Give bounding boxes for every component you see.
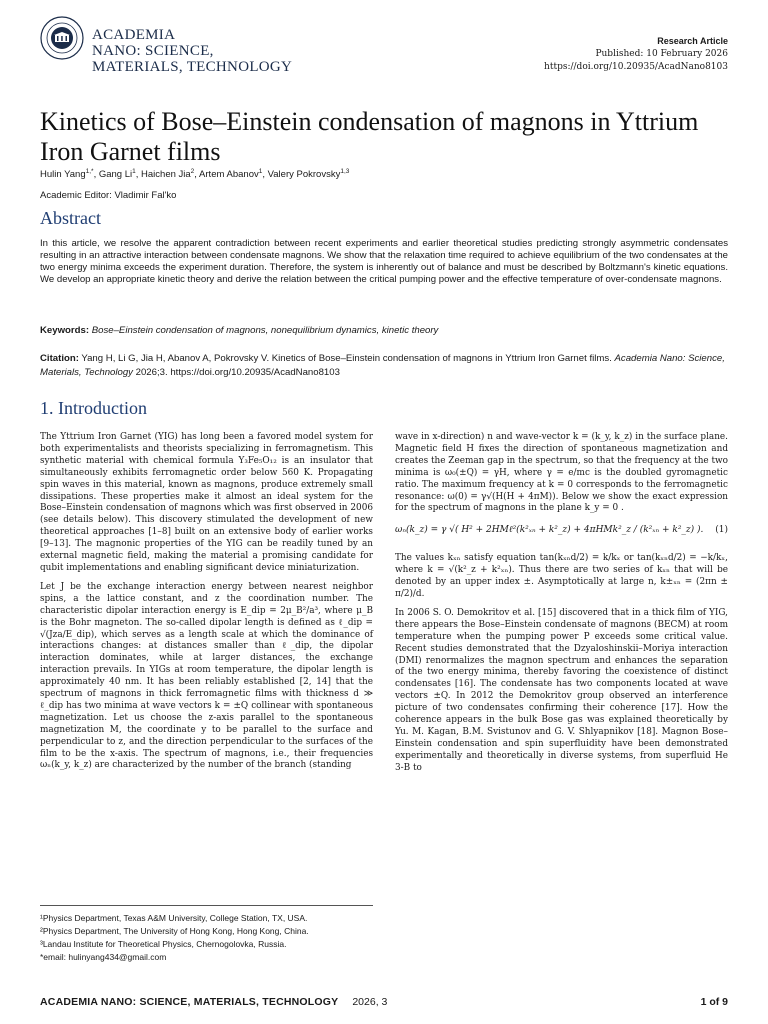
- author: , Gang Li: [93, 169, 133, 181]
- journal-name-line: ACADEMIA: [92, 27, 176, 43]
- journal-name: [92, 27, 292, 75]
- page-footer: [40, 996, 728, 1008]
- footnote-divider: [40, 905, 373, 906]
- affiliation-mark: 2: [190, 168, 195, 175]
- citation-journal: Academia Nano: Science, Materials, Technology: [40, 353, 725, 378]
- academic-editor: Academic Editor: Vladimir Fal'ko: [40, 190, 177, 201]
- article-meta: [544, 35, 728, 74]
- citation-label: Citation:: [40, 353, 79, 364]
- keywords: [40, 325, 728, 336]
- citation-text: Yang H, Li G, Jia H, Abanov A, Pokrovsky V. Kinetics of Bose–Einstein condensation of magnons in Yttrium Iron Garnet films.: [81, 353, 612, 364]
- body-paragraph: The values kₓₙ satisfy equation tan(kₓₙd/2) = k/kₓ or tan(kₓₙd/2) = −k/kₓ, where k = √(k²_z + k²ₓₙ). Thus there are two series of kₓₙ that will be denoted by an upper index ±. Asymptotically at large n, k±ₓₙ = (2πn ± π/2)/d.: [395, 553, 728, 599]
- author-list: [40, 168, 349, 180]
- affiliation-mark: 1: [132, 168, 136, 175]
- page-number: 1 of 9: [700, 996, 728, 1008]
- affiliation-mark: 1,3: [340, 168, 350, 175]
- abstract-text: In this article, we resolve the apparent contradiction between recent experiments and earlier theoretical studies predicting strongly asymmetric condensates resulting in an attractive interaction between condensate magnons. We show that the relaxation time required to achieve equilibrium of the two condensates at the two energy minima exceeds the experiment duration. Therefore, the system is inherently out of balance and must be described by Boltzmann's kinetic equations. We develop an appropriate kinetic theory and derive the relation between the critical pumping power and the effective temperature of over-condensate magnons.: [40, 238, 728, 285]
- author: , Artem Abanov: [194, 169, 259, 181]
- author: , Haichen Jia: [135, 169, 191, 181]
- keywords-text: Bose–Einstein condensation of magnons, nonequilibrium dynamics, kinetic theory: [91, 325, 439, 336]
- body-paragraph: The Yttrium Iron Garnet (YIG) has long been a favored model system for both experimentalists and theorists specializing in ferromagnetism. This synthetic material with chemical formula Y₃Fe₅O₁₂ is an insulator that simultaneously exhibits ferromagnetic order below 560 K. Propagating spin waves in this material, known as magnons, produce extremely small dissipations. These properties make it almost an ideal system for the Bose–Einstein condensation of magnons which was first observed in 2006 (see details below). This discovery stimulated the development of new theoretical approaches [1–8] built on an extensive body of earlier works [9–13]. The magnonic properties of the YIG can be readily tuned by an external magnetic field, making the material a promising candidate for qubit implementations and enabling significant device miniaturization.: [40, 432, 373, 573]
- journal-seal-icon: [40, 16, 84, 60]
- author: Hulin Yang: [40, 169, 86, 181]
- body-paragraph: Let J be the exchange interaction energy between nearest neighbor spins, a the lattice constant, and z the coordination number. The characteristic dipolar interaction energy is E_dip = 2μ_B²/a³, where μ_B is the Bohr magneton. The so-called dipolar length is defined as ℓ_dip = √(Jza/E_dip), which serves as a length scale at which the dominance of interactions changes: at distances smaller than ℓ_dip, the dipolar interaction dominates, while at larger distances, the exchange interaction prevails. In YIGs at room temperature, the dipolar length is approximately 40 nm. It has been reliably established [2, 14] that the spectrum of magnons in thick ferromagnetic films with thickness d ≫ ℓ_dip has two minima at wave vectors k = ±Q collinear with spontaneous magnetization. Let us choose the z-axis parallel to the spontaneous magnetization M, the coordinate y to be parallel to the surface and perpendicular to z, and the direction perpendicular to the surfaces of the film to be the x-axis. The spectrum of magnons, i.e., their frequencies ωₙ(k_y, k_z) are characterized by the number of the branch (standing: [40, 581, 373, 771]
- keywords-label: Keywords:: [40, 325, 90, 336]
- body-paragraph: wave in x-direction) n and wave-vector k = (k_y, k_z) in the surface plane. Magnetic field H fixes the direction of spontaneous magnetization and creates the Zeeman gap in the spectrum, so that the frequency at the two minima is ω₀(±Q) = γH, where γ = e/mc is the doubled gyromagnetic ratio. The maximum frequency at k = 0 corresponds to the ferromagnetic resonance: ω(0) = γ√(H(H + 4πM)). Below we show the exact expression for the spectrum of magnons in the plane k_y = 0 .: [395, 432, 728, 514]
- equation-1: [395, 525, 728, 537]
- publish-date: Published: 10 February 2026: [595, 49, 728, 59]
- footnote: ³Landau Institute for Theoretical Physics, Chernogolovka, Russia.: [40, 939, 287, 949]
- doi-link[interactable]: https://doi.org/10.20935/AcadNano8103: [544, 62, 728, 72]
- footer-journal: ACADEMIA NANO: SCIENCE, MATERIALS, TECHNOLOGY: [40, 996, 339, 1008]
- abstract-heading: Abstract: [40, 208, 101, 228]
- paper-title: Kinetics of Bose–Einstein condensation of magnons in Yttrium Iron Garnet films: [40, 107, 699, 166]
- article-type: Research Article: [657, 36, 728, 46]
- footer-year: 2026, 3: [352, 996, 388, 1008]
- journal-name-line: MATERIALS, TECHNOLOGY: [92, 59, 293, 75]
- equation-number: (1): [715, 525, 728, 536]
- footnote: ²Physics Department, The University of Hong Kong, Hong Kong, China.: [40, 926, 309, 936]
- citation: [40, 352, 728, 380]
- footnote: ¹Physics Department, Texas A&M University, College Station, TX, USA.: [40, 913, 308, 923]
- body-column-right: [395, 432, 728, 782]
- footnote-email[interactable]: *email: hulinyang434@gmail.com: [40, 952, 167, 962]
- author: , Valery Pokrovsky: [262, 169, 341, 181]
- journal-name-line: NANO: SCIENCE,: [92, 43, 214, 59]
- citation-doi[interactable]: 2026;3. https://doi.org/10.20935/AcadNano8103: [135, 367, 340, 378]
- equation-body: ωₙ(k_z) = γ √( H² + 2HMℓ²(k²ₓₙ + k²_z) + 4πHMk²_z / (k²ₓₙ + k²_z) ).: [395, 525, 704, 536]
- body-column-left: [40, 432, 373, 779]
- introduction-heading: 1. Introduction: [40, 398, 147, 418]
- body-paragraph: In 2006 S. O. Demokritov et al. [15] discovered that in a thick film of YIG, there appears the Bose–Einstein condensate of magnons (BECM) at room temperature when the pumping power P exceeds some critical value. Recent studies demonstrated that the Dzyaloshinskii–Moriya interaction (DMI) renormalizes the magnon spectrum and enhances the separation of the two energy minima, thereby favoring the coexistence of distinct condensates [16]. The condensate has two components located at wave vectors ±Q. In 2012 the Demokritov group observed an interference picture of two condensates confirming their coherence [17]. How the coherence appears in the bulk Bose gas was explained theoretically by Yu. M. Kagan, B.M. Svistunov and G. V. Shlyapnikov [18]. Magnon Bose–Einstein condensation and spin superfluidity have been demonstrated experimentally and theoretically in diverse systems, from superfluid He 3-B to: [395, 607, 728, 773]
- footnotes: [40, 912, 309, 964]
- affiliation-mark: 1,*: [85, 168, 94, 175]
- affiliation-mark: 1: [258, 168, 263, 175]
